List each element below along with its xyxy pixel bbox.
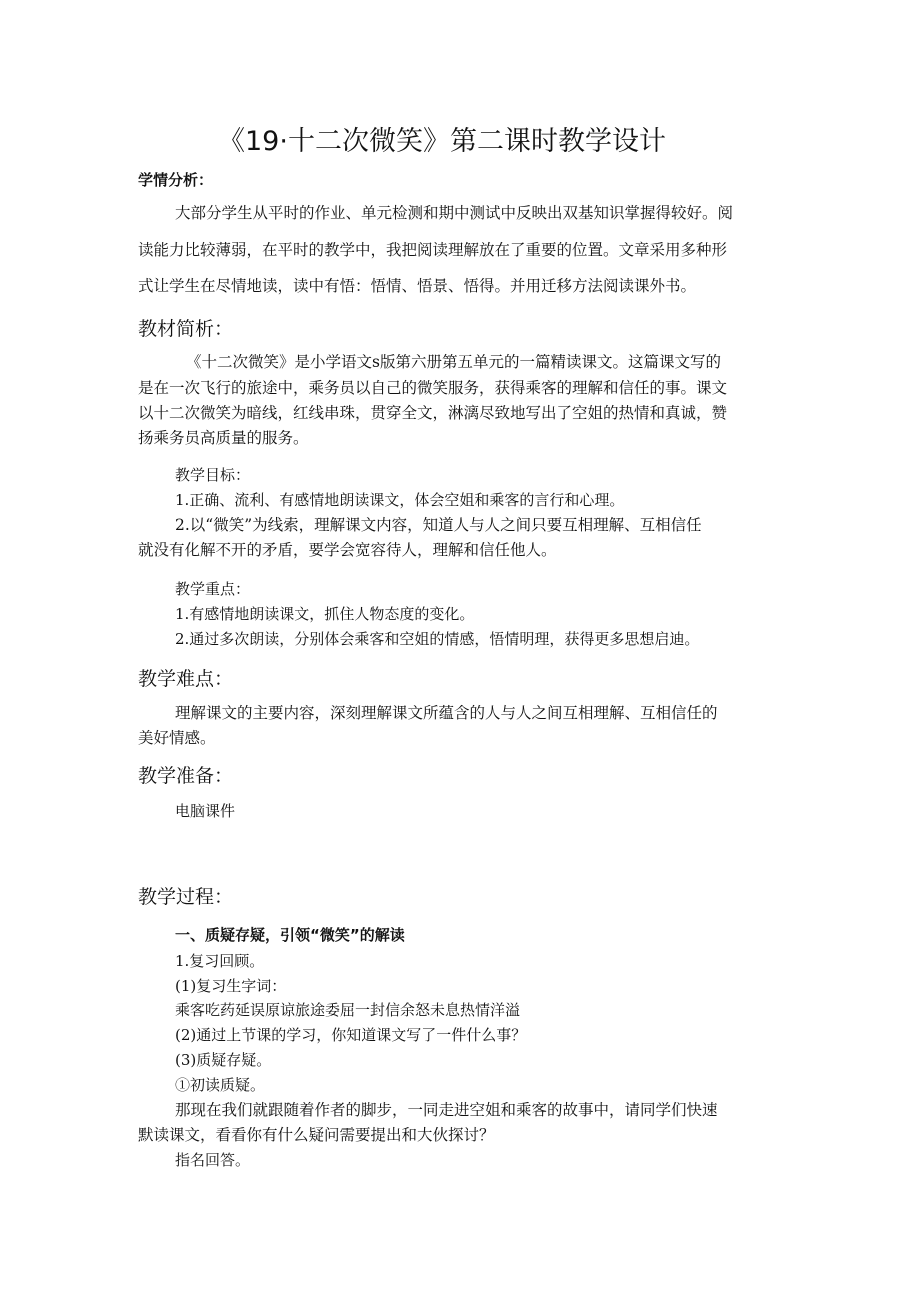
difficulty-line: 理解课文的主要内容，深刻理解课文所蕴含的人与人之间互相理解、互相信任的 (175, 704, 718, 722)
process-line: (3)质疑存疑。 (175, 1051, 272, 1069)
process-line: 乘客吃药延误原谅旅途委屈一封信余怒未息热情洋溢 (175, 1001, 521, 1019)
goals-line: 2.以“微笑”为线索，理解课文内容，知道人与人之间只要互相理解、互相信任 (175, 516, 702, 534)
analysis-heading: 学情分析： (138, 171, 214, 189)
material-line: 以十二次微笑为暗线，红线串珠，贯穿全文，淋漓尽致地写出了空姐的热情和真诚，赞 (138, 404, 728, 422)
goals-line: 就没有化解不开的矛盾，要学会宽容待人，理解和信任他人。 (138, 541, 557, 559)
material-line: 《十二次微笑》是小学语文s版第六册第五单元的一篇精读课文。这篇课文写的 (186, 353, 721, 371)
preparation-heading: 教学准备： (138, 765, 234, 787)
keypoints-heading: 教学重点： (175, 580, 251, 598)
keypoints-line: 2.通过多次朗读，分别体会乘客和空姐的情感，悟情明理，获得更多思想启迪。 (175, 630, 700, 648)
process-step-title: 一、质疑存疑，引领“微笑”的解读 (175, 926, 405, 944)
material-line: 扬乘务员高质量的服务。 (138, 429, 309, 447)
analysis-line: 式让学生在尽情地读，读中有悟：悟情、悟景、悟得。并用迁移方法阅读课外书。 (138, 277, 697, 295)
material-heading: 教材简析： (138, 318, 234, 340)
analysis-line: 大部分学生从平时的作业、单元检测和期中测试中反映出双基知识掌握得较好。阅 (175, 204, 734, 222)
process-line: (2)通过上节课的学习，你知道课文写了一件什么事？ (175, 1026, 527, 1044)
process-line: 1.复习回顾。 (175, 952, 265, 970)
difficulty-heading: 教学难点： (138, 668, 234, 690)
goals-heading: 教学目标： (175, 466, 251, 484)
analysis-line: 读能力比较薄弱，在平时的教学中，我把阅读理解放在了重要的位置。文章采用多种形 (138, 241, 728, 259)
material-line: 是在一次飞行的旅途中，乘务员以自己的微笑服务，获得乘客的理解和信任的事。课文 (138, 379, 728, 397)
process-line: ①初读质疑。 (175, 1076, 266, 1094)
preparation-text: 电脑课件 (175, 802, 236, 820)
difficulty-line: 美好情感。 (138, 729, 216, 747)
process-line: 那现在我们就跟随着作者的脚步，一同走进空姐和乘客的故事中，请同学们快速 (175, 1101, 718, 1119)
process-line: 默读课文，看看你有什么疑问需要提出和大伙探讨？ (138, 1126, 495, 1144)
process-line: 指名回答。 (175, 1151, 251, 1169)
keypoints-line: 1.有感情地朗读课文，抓住人物态度的变化。 (175, 605, 475, 623)
document-title: 《19·十二次微笑》第二课时教学设计 (218, 126, 666, 157)
process-line: (1)复习生字词： (175, 977, 287, 995)
process-heading: 教学过程： (138, 886, 234, 908)
goals-line: 1.正确、流利、有感情地朗读课文，体会空姐和乘客的言行和心理。 (175, 491, 625, 509)
